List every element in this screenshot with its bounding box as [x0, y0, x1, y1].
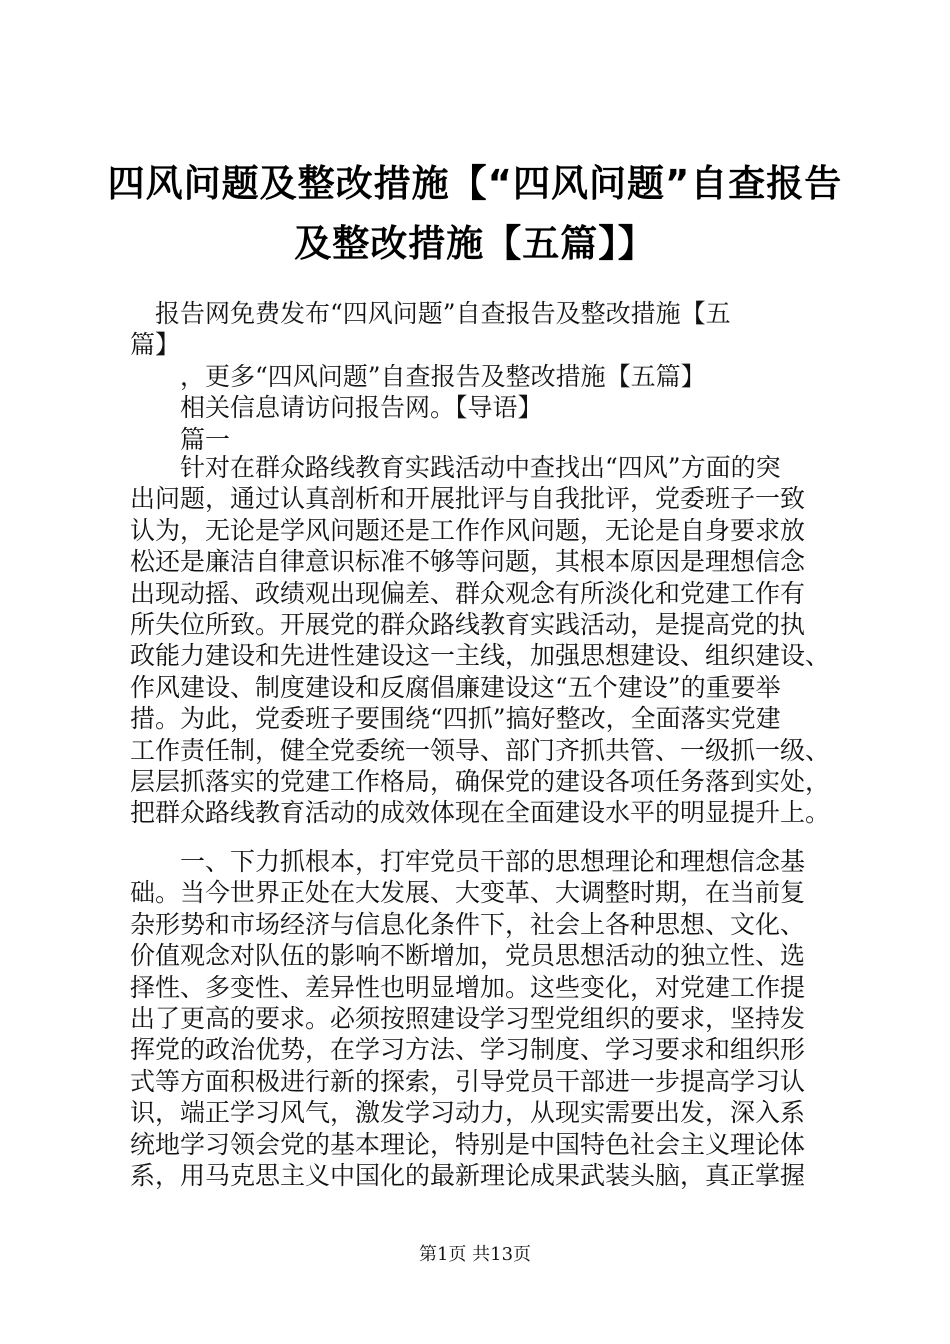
paragraph-line: 出了更高的要求。必须按照建设学习型党组织的要求，坚持发: [130, 1003, 806, 1033]
page-footer: 第1页 共13页: [418, 1244, 532, 1265]
document-title-line-2: 及整改措施【五篇】】: [294, 222, 656, 265]
paragraph-1: [130, 452, 830, 829]
paragraph-line: 择性、多变性、差异性也明显增加。这些变化，对党建工作提: [130, 972, 806, 1002]
intro-line: 篇】: [130, 330, 181, 360]
paragraph-line: 松还是廉洁自律意识标准不够等问题，其根本原因是理想信念: [130, 547, 806, 577]
paragraph-line: 层层抓落实的党建工作格局，确保党的建设各项任务落到实处，: [130, 766, 831, 796]
intro-line: ，更多“四风问题”自查报告及整改措施【五篇】: [130, 361, 706, 391]
paragraph-line: 统地学习领会党的基本理论，特别是中国特色社会主义理论体: [130, 1129, 806, 1159]
paragraph-2: [130, 846, 830, 1191]
paragraph-line: 一、下力抓根本，打牢党员干部的思想理论和理想信念基: [130, 847, 806, 876]
document-title-line-1: 四风问题及整改措施【“四风问题”自查报告: [107, 162, 843, 205]
intro-line: 报告网免费发布“四风问题”自查报告及整改措施【五: [130, 299, 731, 328]
paragraph-line: 所失位所致。开展党的群众路线教育实践活动，是提高党的执: [130, 609, 806, 639]
paragraph-line: 认为，无论是学风问题还是工作作风问题，无论是自身要求放: [130, 515, 806, 545]
intro-line: 篇一: [130, 424, 231, 454]
paragraph-line: 措。为此，党委班子要围绕“四抓”搞好整改，全面落实党建: [130, 704, 781, 734]
intro-block: [130, 298, 830, 455]
paragraph-line: 作风建设、制度建设和反腐倡廉建设这“五个建设”的重要举: [130, 672, 781, 702]
paragraph-line: 工作责任制，健全党委统一领导、部门齐抓共管、一级抓一级、: [130, 735, 831, 765]
paragraph-line: 出问题，通过认真剖析和开展批评与自我批评，党委班子一致: [130, 484, 806, 514]
paragraph-line: 础。当今世界正处在大发展、大变革、大调整时期，在当前复: [130, 878, 806, 908]
intro-line: 相关信息请访问报告网。【导语】: [130, 393, 543, 423]
paragraph-line: 式等方面积极进行新的探索，引导党员干部进一步提高学习认: [130, 1066, 806, 1096]
paragraph-line: 把群众路线教育活动的成效体现在全面建设水平的明显提升上。: [130, 798, 831, 828]
paragraph-line: 识，端正学习风气，激发学习动力，从现实需要出发，深入系: [130, 1098, 806, 1128]
paragraph-line: 挥党的政治优势，在学习方法、学习制度、学习要求和组织形: [130, 1035, 806, 1065]
paragraph-line: 针对在群众路线教育实践活动中查找出“四风”方面的突: [130, 453, 781, 482]
paragraph-line: 杂形势和市场经济与信息化条件下，社会上各种思想、文化、: [130, 909, 806, 939]
paragraph-line: 系，用马克思主义中国化的最新理论成果武装头脑，真正掌握: [130, 1160, 806, 1190]
paragraph-line: 价值观念对队伍的影响不断增加，党员思想活动的独立性、选: [130, 941, 806, 971]
paragraph-line: 政能力建设和先进性建设这一主线，加强思想建设、组织建设、: [130, 641, 831, 671]
paragraph-line: 出现动摇、政绩观出现偏差、群众观念有所淡化和党建工作有: [130, 578, 806, 608]
